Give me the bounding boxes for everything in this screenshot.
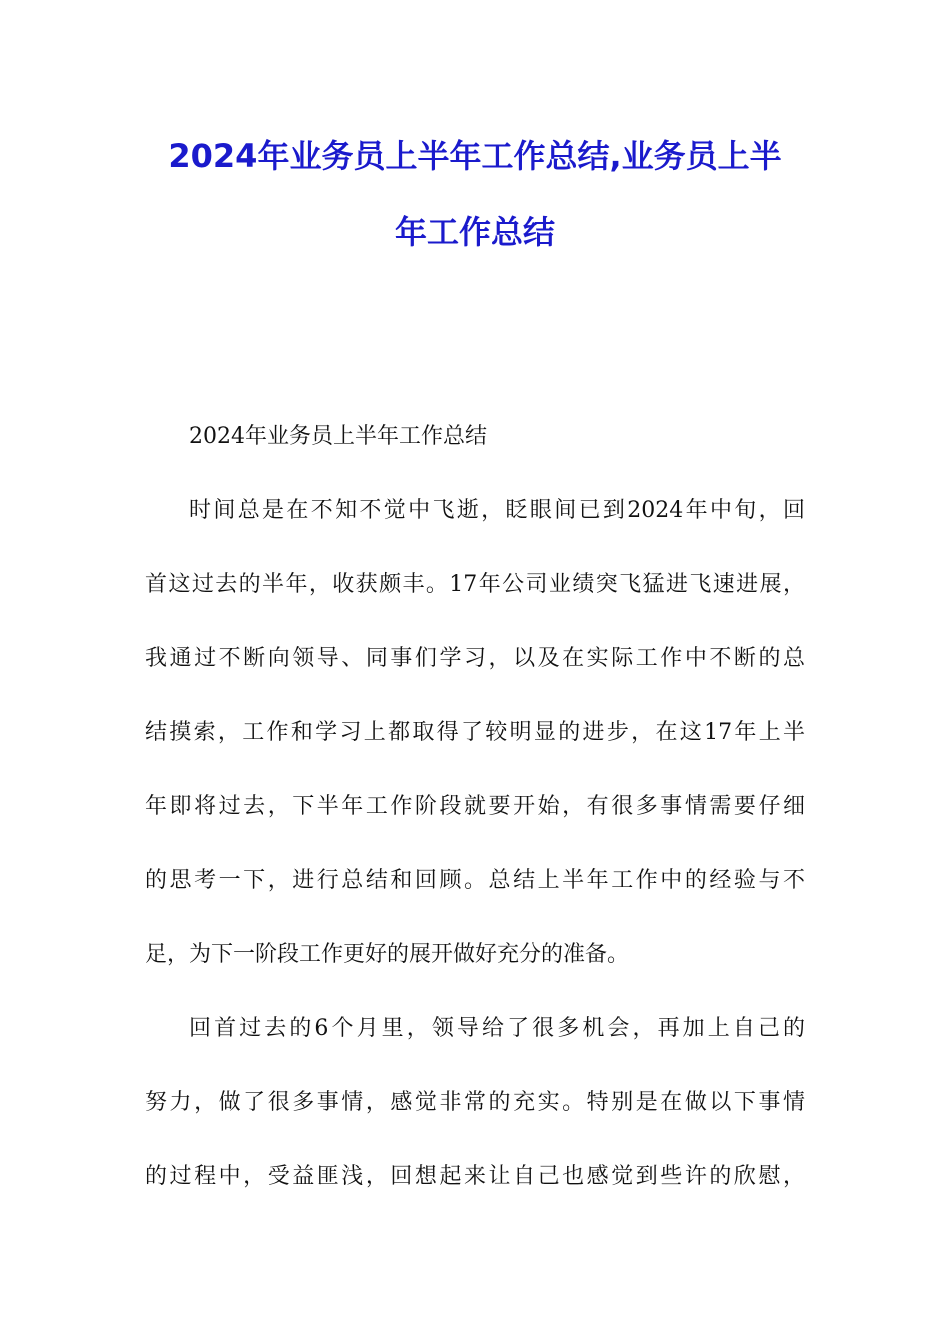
paragraph-2 xyxy=(145,1002,805,1224)
document-title xyxy=(140,118,810,270)
title-line-1: 2024年业务员上半年工作总结,业务员上半 xyxy=(168,137,782,175)
paragraph-line: 回首过去的6个月里，领导给了很多机会，再加上自己的 xyxy=(189,1016,805,1041)
paragraph-line: 时间总是在不知不觉中飞逝，眨眼间已到2024年中旬，回 xyxy=(189,498,805,523)
paragraph-line: 努力，做了很多事情，感觉非常的充实。特别是在做以下事情 xyxy=(145,1090,805,1115)
section-subtitle: 2024年业务员上半年工作总结 xyxy=(189,424,487,449)
paragraph-line: 我通过不断向领导、同事们学习，以及在实际工作中不断的总 xyxy=(145,646,805,671)
document-body xyxy=(145,410,805,1224)
paragraph-line: 首这过去的半年，收获颇丰。17年公司业绩突飞猛进飞速进展， xyxy=(145,572,805,597)
paragraph-line: 年即将过去，下半年工作阶段就要开始，有很多事情需要仔细 xyxy=(145,794,805,819)
paragraph-line: 的思考一下，进行总结和回顾。总结上半年工作中的经验与不 xyxy=(145,868,805,893)
paragraph-line: 足，为下一阶段工作更好的展开做好充分的准备。 xyxy=(145,942,630,967)
paragraph-line: 结摸索，工作和学习上都取得了较明显的进步，在这17年上半 xyxy=(145,720,805,745)
paragraph-line: 的过程中，受益匪浅，回想起来让自己也感觉到些许的欣慰， xyxy=(145,1164,805,1189)
paragraph-1 xyxy=(145,484,805,1002)
title-line-2: 年工作总结 xyxy=(394,213,555,251)
